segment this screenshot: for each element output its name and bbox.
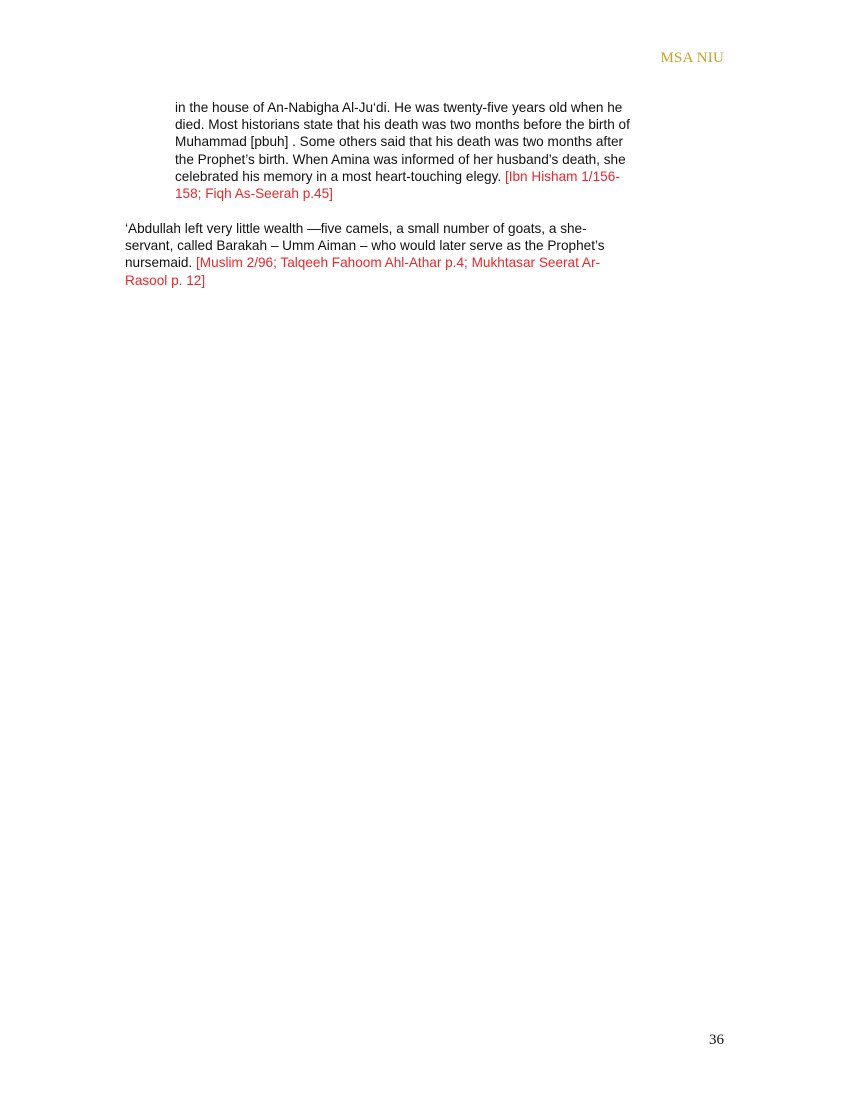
citation: Rasool p. 12] <box>125 272 206 288</box>
paragraph-1-line: died. Most historians state that his death was two months before the birth of <box>175 117 630 133</box>
paragraph-2-line: ‘Abdullah left very little wealth —five camels, a small number of goats, a she- <box>125 221 587 236</box>
page-number: 36 <box>709 1032 724 1048</box>
paragraph-1-line: the Prophet’s birth. When Amina was informed of her husband’s death, she <box>175 151 626 167</box>
citation: [Ibn Hisham 1/156- <box>504 168 620 184</box>
running-header: MSA NIU <box>660 50 724 66</box>
paragraph-1-text: celebrated his memory in a most heart-touching elegy. <box>175 168 505 184</box>
citation: [Muslim 2/96; Talqeeh Fahoom Ahl-Athar p.4; Mukhtasar Seerat Ar- <box>196 255 601 271</box>
paragraph-1-line: in the house of An-Nabigha Al-Ju‘di. He was twenty-five years old when he <box>175 100 623 115</box>
paragraph-2 <box>125 220 715 289</box>
paragraph-1 <box>175 99 720 202</box>
paragraph-2-line <box>125 254 715 271</box>
paragraph-2-text: nursemaid. <box>125 255 197 271</box>
paragraph-2-line: servant, called Barakah – Umm Aiman – who would later serve as the Prophet’s <box>125 238 605 254</box>
citation: 158; Fiqh As-Seerah p.45] <box>175 186 333 202</box>
paragraph-1-line: Muhammad [pbuh] . Some others said that his death was two months after <box>175 134 624 150</box>
paragraph-1-line <box>175 168 720 185</box>
